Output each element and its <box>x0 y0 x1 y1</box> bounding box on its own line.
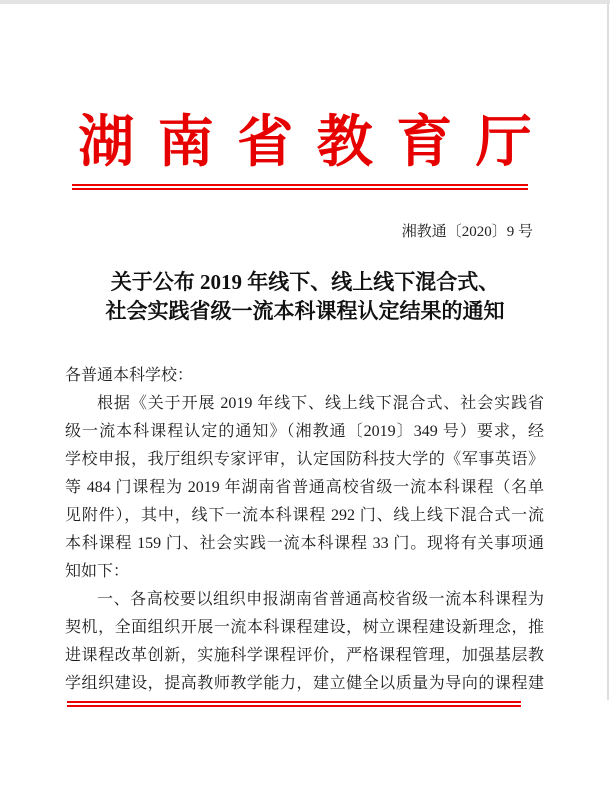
body-line: 见附件），其中，线下一流本科课程 292 门、线上线下混合式一流 <box>65 507 544 524</box>
notice-title-line-2: 社会实践省级一流本科课程认定结果的通知 <box>105 299 505 323</box>
notice-title-line-1: 关于公布 2019 年线下、线上线下混合式、 <box>110 270 500 294</box>
header-red-rule <box>72 184 528 190</box>
footer-red-rule <box>67 701 521 707</box>
body-line: 级一流本科课程认定的通知》（湘教通〔2019〕349 号）要求，经 <box>65 423 544 440</box>
body-line: 本科课程 159 门、社会实践一流本科课程 33 门。现将有关事项通 <box>65 535 544 552</box>
document-body <box>65 362 544 698</box>
scan-edge-top <box>0 0 610 4</box>
agency-name: 湖南省教育厅 <box>78 112 556 174</box>
body-line: 契机，全面组织开展一流本科课程建设，树立课程建设新理念，推 <box>65 619 544 636</box>
body-line-salutation: 各普通本科学校： <box>65 367 194 384</box>
body-line: 学组织建设，提高教师教学能力，建立健全以质量为导向的课程建 <box>65 675 544 692</box>
body-line: 等 484 门课程为 2019 年湖南省普通高校省级一流本科课程（名单 <box>65 479 544 496</box>
document-number: 湘教通〔2020〕9 号 <box>401 224 533 240</box>
scan-edge-right <box>607 4 609 700</box>
notice-title <box>0 268 610 326</box>
body-line: 进课程改革创新，实施科学课程评价，严格课程管理，加强基层教 <box>65 647 544 664</box>
body-line: 一、各高校要以组织申报湖南省普通高校省级一流本科课程为 <box>97 591 544 608</box>
body-line: 知如下： <box>65 563 130 580</box>
body-line: 根据《关于开展 2019 年线下、线上线下混合式、社会实践省 <box>97 395 544 412</box>
body-line: 学校申报，我厅组织专家评审，认定国防科技大学的《军事英语》 <box>65 451 544 468</box>
